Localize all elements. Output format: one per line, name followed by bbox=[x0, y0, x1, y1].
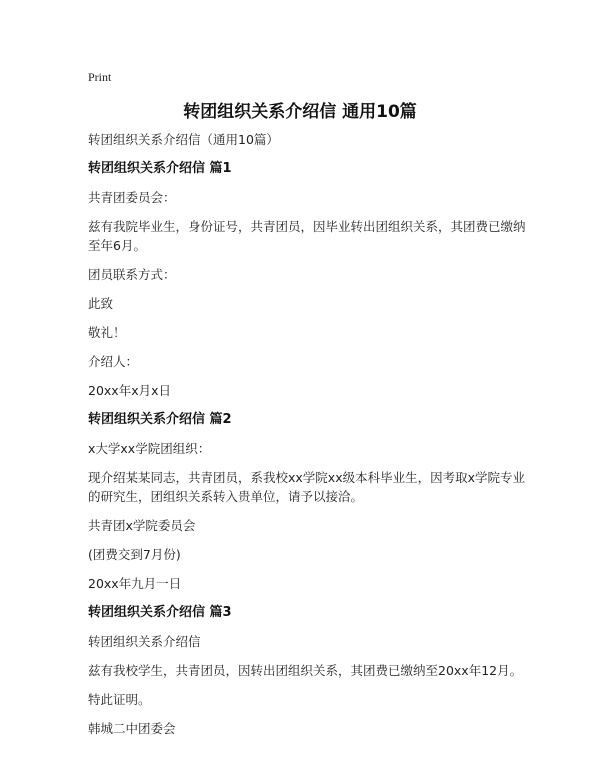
paragraph: 20xx年x月x日 bbox=[88, 383, 171, 398]
section-1 bbox=[88, 159, 528, 400]
section-2 bbox=[88, 410, 528, 593]
paragraph: 介绍人： bbox=[88, 354, 139, 369]
section-heading: 转团组织关系介绍信 篇1 bbox=[88, 161, 232, 176]
paragraph: 20xx年九月一日 bbox=[88, 576, 182, 591]
section-heading: 转团组织关系介绍信 篇2 bbox=[88, 412, 232, 427]
paragraph: 兹有我校学生，共青团员，因转出团组织关系，其团费已缴纳至20xx年12月。 bbox=[88, 663, 523, 678]
print-link[interactable]: Print bbox=[88, 70, 112, 84]
paragraph: 共青团委员会： bbox=[88, 190, 176, 205]
paragraph: 特此证明。 bbox=[88, 692, 151, 707]
paragraph: x大学xx学院团组织： bbox=[88, 441, 211, 456]
paragraph: 团员联系方式： bbox=[88, 267, 176, 282]
paragraph: 现介绍某某同志，共青团员，系我校xx学院xx级本科毕业生，因考取x学院专业的研究生，团组织关系转入贵单位，请予以接洽。 bbox=[88, 470, 525, 504]
paragraph: 兹有我院毕业生，身份证号，共青团员，因毕业转出团组织关系，其团费已缴纳至年6月。 bbox=[88, 219, 526, 253]
paragraph: 转团组织关系介绍信 bbox=[88, 634, 201, 649]
section-3 bbox=[88, 603, 528, 738]
document-body bbox=[88, 130, 528, 748]
section-heading: 转团组织关系介绍信 篇3 bbox=[88, 605, 232, 620]
paragraph: 敬礼！ bbox=[88, 325, 126, 340]
paragraph: 此致 bbox=[88, 296, 114, 311]
intro-line: 转团组织关系介绍信（通用10篇） bbox=[88, 132, 279, 147]
document-title: 转团组织关系介绍信 通用10篇 bbox=[183, 102, 417, 122]
paragraph: 韩城二中团委会 bbox=[88, 721, 176, 736]
paragraph: 共青团x学院委员会 bbox=[88, 518, 196, 533]
paragraph: (团费交到7月份) bbox=[88, 547, 181, 562]
